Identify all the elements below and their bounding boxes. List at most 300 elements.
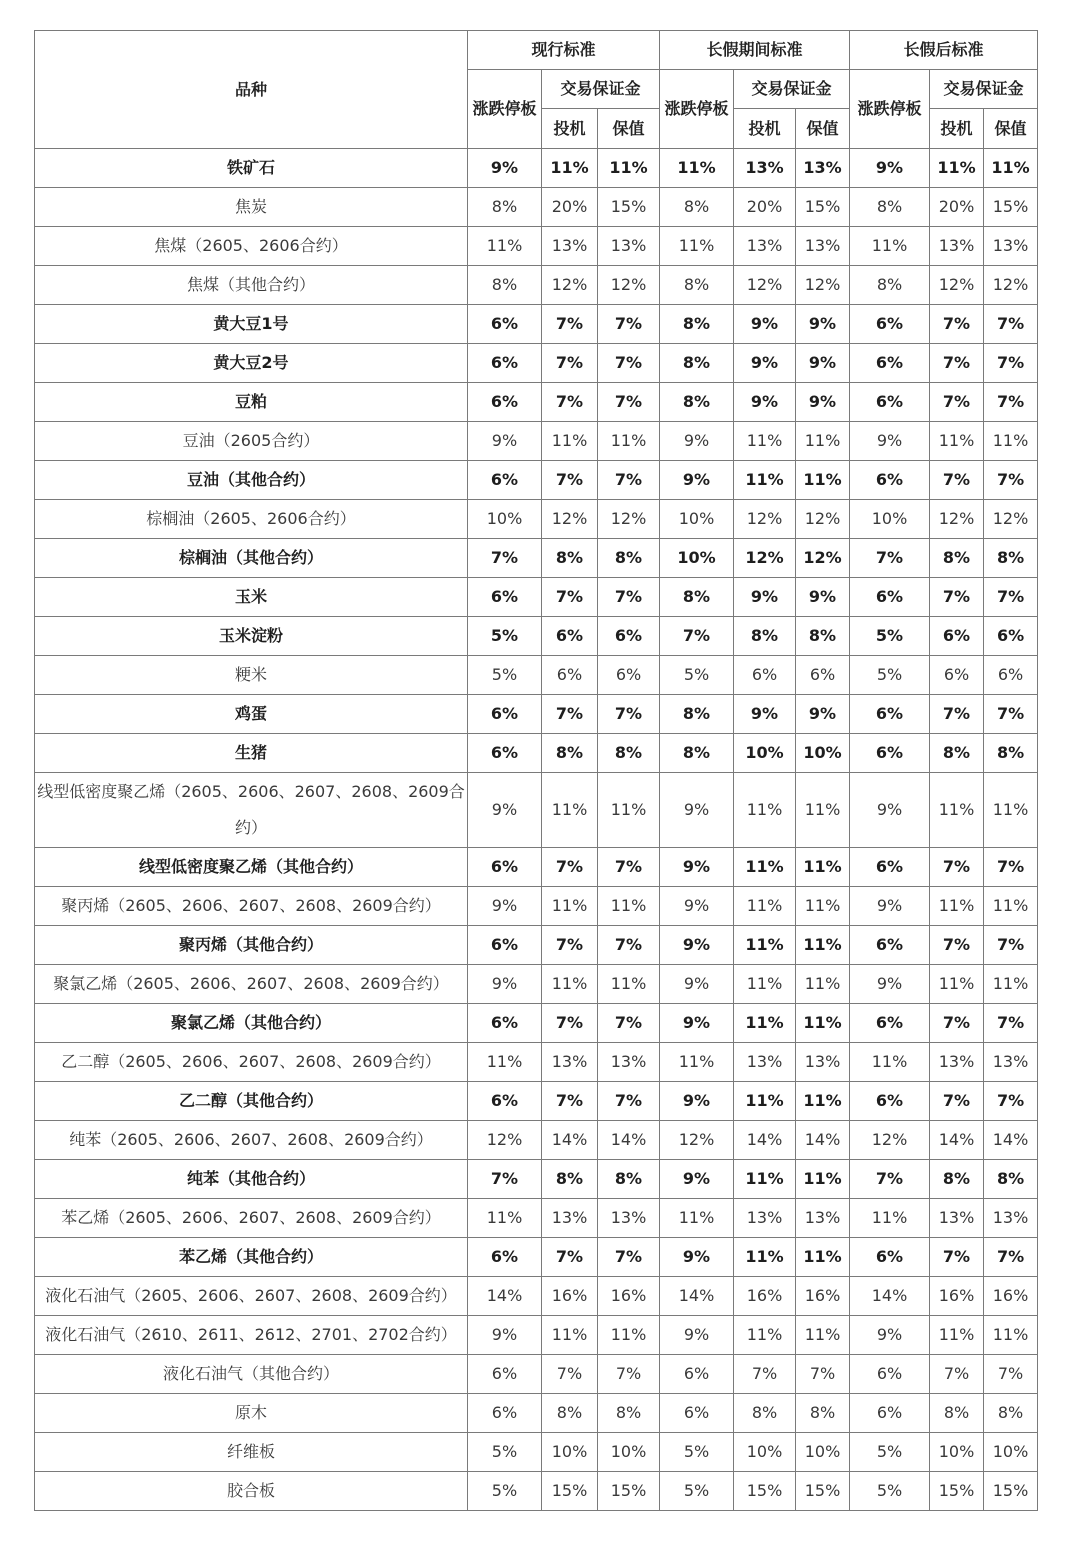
table-row <box>35 188 1038 227</box>
value-cell: 11% <box>796 926 850 965</box>
value-cell: 13% <box>930 227 984 266</box>
value-cell: 11% <box>660 227 734 266</box>
value-cell: 7% <box>930 1082 984 1121</box>
value-cell: 11% <box>542 965 598 1004</box>
value-cell: 12% <box>930 266 984 305</box>
value-cell: 16% <box>734 1277 796 1316</box>
value-cell: 8% <box>598 734 660 773</box>
table-row <box>35 344 1038 383</box>
variety-name: 棕榈油（2605、2606合约） <box>35 500 468 539</box>
value-cell: 11% <box>734 422 796 461</box>
value-cell: 10% <box>984 1433 1038 1472</box>
value-cell: 9% <box>734 578 796 617</box>
value-cell: 16% <box>598 1277 660 1316</box>
value-cell: 6% <box>542 617 598 656</box>
value-cell: 10% <box>468 500 542 539</box>
table-row <box>35 1433 1038 1472</box>
value-cell: 11% <box>796 965 850 1004</box>
value-cell: 20% <box>542 188 598 227</box>
variety-name: 鸡蛋 <box>35 695 468 734</box>
value-cell: 8% <box>542 1394 598 1433</box>
value-cell: 8% <box>598 539 660 578</box>
value-cell: 15% <box>984 1472 1038 1511</box>
value-cell: 11% <box>984 422 1038 461</box>
value-cell: 11% <box>734 773 796 848</box>
value-cell: 7% <box>660 617 734 656</box>
value-cell: 8% <box>598 1394 660 1433</box>
header-holiday-standard: 长假期间标准 <box>660 31 850 70</box>
value-cell: 7% <box>542 848 598 887</box>
table-row <box>35 1355 1038 1394</box>
value-cell: 7% <box>542 1238 598 1277</box>
value-cell: 14% <box>930 1121 984 1160</box>
value-cell: 11% <box>660 149 734 188</box>
variety-name: 铁矿石 <box>35 149 468 188</box>
value-cell: 13% <box>598 227 660 266</box>
table-row <box>35 461 1038 500</box>
value-cell: 6% <box>468 1004 542 1043</box>
value-cell: 14% <box>734 1121 796 1160</box>
value-cell: 8% <box>660 695 734 734</box>
value-cell: 8% <box>468 188 542 227</box>
table-row <box>35 773 1038 848</box>
value-cell: 8% <box>598 1160 660 1199</box>
table-row <box>35 965 1038 1004</box>
value-cell: 10% <box>734 1433 796 1472</box>
variety-name: 纯苯（其他合约） <box>35 1160 468 1199</box>
value-cell: 8% <box>984 539 1038 578</box>
value-cell: 7% <box>598 1004 660 1043</box>
value-cell: 7% <box>598 305 660 344</box>
value-cell: 11% <box>734 1316 796 1355</box>
value-cell: 7% <box>542 1004 598 1043</box>
value-cell: 6% <box>850 1355 930 1394</box>
header-speculation: 投机 <box>542 109 598 149</box>
value-cell: 6% <box>468 695 542 734</box>
value-cell: 9% <box>660 1004 734 1043</box>
table-row <box>35 887 1038 926</box>
value-cell: 6% <box>468 734 542 773</box>
value-cell: 7% <box>542 305 598 344</box>
value-cell: 16% <box>984 1277 1038 1316</box>
value-cell: 9% <box>660 965 734 1004</box>
value-cell: 9% <box>796 305 850 344</box>
value-cell: 11% <box>796 1082 850 1121</box>
value-cell: 7% <box>468 539 542 578</box>
value-cell: 11% <box>734 926 796 965</box>
value-cell: 11% <box>660 1199 734 1238</box>
table-row <box>35 578 1038 617</box>
value-cell: 11% <box>542 149 598 188</box>
value-cell: 8% <box>850 266 930 305</box>
value-cell: 15% <box>930 1472 984 1511</box>
value-cell: 10% <box>734 734 796 773</box>
table-row <box>35 1199 1038 1238</box>
value-cell: 8% <box>984 1160 1038 1199</box>
value-cell: 9% <box>660 1082 734 1121</box>
header-price-limit: 涨跌停板 <box>660 70 734 149</box>
value-cell: 6% <box>850 344 930 383</box>
value-cell: 9% <box>660 848 734 887</box>
value-cell: 6% <box>468 848 542 887</box>
table-row <box>35 1316 1038 1355</box>
variety-name: 液化石油气（2605、2606、2607、2608、2609合约） <box>35 1277 468 1316</box>
value-cell: 9% <box>850 422 930 461</box>
value-cell: 8% <box>660 188 734 227</box>
table-row <box>35 926 1038 965</box>
value-cell: 9% <box>468 965 542 1004</box>
value-cell: 6% <box>930 617 984 656</box>
value-cell: 11% <box>984 773 1038 848</box>
value-cell: 7% <box>542 926 598 965</box>
value-cell: 14% <box>468 1277 542 1316</box>
value-cell: 7% <box>930 578 984 617</box>
value-cell: 11% <box>542 773 598 848</box>
value-cell: 11% <box>468 1199 542 1238</box>
value-cell: 8% <box>796 1394 850 1433</box>
value-cell: 9% <box>734 344 796 383</box>
value-cell: 7% <box>598 461 660 500</box>
value-cell: 11% <box>796 1316 850 1355</box>
value-cell: 9% <box>850 149 930 188</box>
value-cell: 13% <box>542 1199 598 1238</box>
value-cell: 6% <box>660 1355 734 1394</box>
value-cell: 11% <box>850 227 930 266</box>
value-cell: 11% <box>796 848 850 887</box>
value-cell: 8% <box>542 539 598 578</box>
value-cell: 15% <box>734 1472 796 1511</box>
value-cell: 7% <box>930 1355 984 1394</box>
value-cell: 7% <box>930 695 984 734</box>
value-cell: 8% <box>660 734 734 773</box>
value-cell: 6% <box>850 1082 930 1121</box>
margin-limit-table <box>34 30 1038 1511</box>
value-cell: 10% <box>930 1433 984 1472</box>
value-cell: 7% <box>930 305 984 344</box>
table-row <box>35 1004 1038 1043</box>
value-cell: 9% <box>660 422 734 461</box>
value-cell: 7% <box>984 344 1038 383</box>
value-cell: 7% <box>930 461 984 500</box>
value-cell: 13% <box>598 1199 660 1238</box>
value-cell: 13% <box>930 1199 984 1238</box>
value-cell: 15% <box>598 1472 660 1511</box>
value-cell: 8% <box>734 1394 796 1433</box>
header-price-limit: 涨跌停板 <box>850 70 930 149</box>
table-row <box>35 1277 1038 1316</box>
value-cell: 8% <box>468 266 542 305</box>
value-cell: 9% <box>734 383 796 422</box>
value-cell: 8% <box>930 539 984 578</box>
value-cell: 9% <box>660 1238 734 1277</box>
value-cell: 7% <box>984 1355 1038 1394</box>
variety-name: 原木 <box>35 1394 468 1433</box>
value-cell: 12% <box>542 266 598 305</box>
variety-name: 玉米淀粉 <box>35 617 468 656</box>
variety-name: 生猪 <box>35 734 468 773</box>
value-cell: 11% <box>734 1082 796 1121</box>
value-cell: 6% <box>468 926 542 965</box>
variety-name: 胶合板 <box>35 1472 468 1511</box>
value-cell: 5% <box>660 1433 734 1472</box>
variety-name: 豆油（其他合约） <box>35 461 468 500</box>
value-cell: 6% <box>850 695 930 734</box>
value-cell: 11% <box>598 887 660 926</box>
value-cell: 5% <box>660 1472 734 1511</box>
table-row <box>35 227 1038 266</box>
value-cell: 5% <box>468 1472 542 1511</box>
value-cell: 11% <box>734 461 796 500</box>
value-cell: 15% <box>796 188 850 227</box>
value-cell: 12% <box>796 266 850 305</box>
value-cell: 7% <box>930 1004 984 1043</box>
value-cell: 9% <box>734 305 796 344</box>
value-cell: 16% <box>930 1277 984 1316</box>
value-cell: 5% <box>468 656 542 695</box>
value-cell: 8% <box>542 1160 598 1199</box>
value-cell: 6% <box>468 461 542 500</box>
value-cell: 6% <box>734 656 796 695</box>
value-cell: 11% <box>468 1043 542 1082</box>
value-cell: 13% <box>542 227 598 266</box>
variety-name: 黄大豆1号 <box>35 305 468 344</box>
value-cell: 7% <box>850 539 930 578</box>
value-cell: 7% <box>930 848 984 887</box>
table-row <box>35 266 1038 305</box>
value-cell: 7% <box>984 695 1038 734</box>
value-cell: 11% <box>796 1160 850 1199</box>
value-cell: 12% <box>984 500 1038 539</box>
value-cell: 9% <box>850 965 930 1004</box>
table-row <box>35 1160 1038 1199</box>
table-row <box>35 1472 1038 1511</box>
value-cell: 6% <box>468 344 542 383</box>
value-cell: 9% <box>850 887 930 926</box>
value-cell: 8% <box>660 266 734 305</box>
value-cell: 6% <box>850 1004 930 1043</box>
value-cell: 7% <box>984 1238 1038 1277</box>
table-row <box>35 695 1038 734</box>
value-cell: 9% <box>468 422 542 461</box>
value-cell: 11% <box>930 773 984 848</box>
variety-name: 苯乙烯（其他合约） <box>35 1238 468 1277</box>
value-cell: 13% <box>734 227 796 266</box>
value-cell: 7% <box>984 305 1038 344</box>
value-cell: 11% <box>796 461 850 500</box>
value-cell: 8% <box>660 344 734 383</box>
value-cell: 11% <box>734 965 796 1004</box>
value-cell: 9% <box>796 695 850 734</box>
value-cell: 6% <box>850 734 930 773</box>
value-cell: 7% <box>598 1355 660 1394</box>
value-cell: 20% <box>734 188 796 227</box>
value-cell: 9% <box>468 1316 542 1355</box>
value-cell: 6% <box>468 1394 542 1433</box>
value-cell: 10% <box>796 734 850 773</box>
value-cell: 7% <box>598 926 660 965</box>
value-cell: 7% <box>598 578 660 617</box>
value-cell: 16% <box>796 1277 850 1316</box>
variety-name: 线型低密度聚乙烯（其他合约） <box>35 848 468 887</box>
value-cell: 6% <box>468 1355 542 1394</box>
value-cell: 14% <box>984 1121 1038 1160</box>
value-cell: 7% <box>542 578 598 617</box>
variety-name: 聚丙烯（2605、2606、2607、2608、2609合约） <box>35 887 468 926</box>
value-cell: 6% <box>598 617 660 656</box>
value-cell: 12% <box>796 500 850 539</box>
value-cell: 7% <box>542 695 598 734</box>
table-row <box>35 305 1038 344</box>
value-cell: 11% <box>598 773 660 848</box>
variety-name: 纤维板 <box>35 1433 468 1472</box>
value-cell: 6% <box>796 656 850 695</box>
variety-name: 焦煤（其他合约） <box>35 266 468 305</box>
value-cell: 6% <box>468 305 542 344</box>
value-cell: 12% <box>930 500 984 539</box>
value-cell: 12% <box>734 500 796 539</box>
table-row <box>35 1238 1038 1277</box>
value-cell: 13% <box>796 1043 850 1082</box>
value-cell: 8% <box>660 305 734 344</box>
value-cell: 11% <box>930 887 984 926</box>
value-cell: 11% <box>850 1199 930 1238</box>
value-cell: 13% <box>930 1043 984 1082</box>
value-cell: 12% <box>796 539 850 578</box>
value-cell: 13% <box>984 1043 1038 1082</box>
value-cell: 9% <box>850 1316 930 1355</box>
header-speculation: 投机 <box>734 109 796 149</box>
value-cell: 11% <box>734 848 796 887</box>
value-cell: 7% <box>984 461 1038 500</box>
variety-name: 聚氯乙烯（2605、2606、2607、2608、2609合约） <box>35 965 468 1004</box>
value-cell: 8% <box>984 1394 1038 1433</box>
value-cell: 7% <box>598 1238 660 1277</box>
header-trading-margin: 交易保证金 <box>542 70 660 109</box>
header-hedging: 保值 <box>796 109 850 149</box>
value-cell: 14% <box>850 1277 930 1316</box>
value-cell: 12% <box>850 1121 930 1160</box>
value-cell: 12% <box>734 266 796 305</box>
value-cell: 6% <box>850 383 930 422</box>
value-cell: 13% <box>734 149 796 188</box>
value-cell: 15% <box>984 188 1038 227</box>
value-cell: 13% <box>984 227 1038 266</box>
variety-name: 液化石油气（其他合约） <box>35 1355 468 1394</box>
table-row <box>35 149 1038 188</box>
value-cell: 6% <box>850 578 930 617</box>
value-cell: 11% <box>598 149 660 188</box>
value-cell: 6% <box>468 1238 542 1277</box>
value-cell: 11% <box>796 422 850 461</box>
table-row <box>35 1121 1038 1160</box>
value-cell: 15% <box>796 1472 850 1511</box>
value-cell: 8% <box>930 1394 984 1433</box>
value-cell: 6% <box>598 656 660 695</box>
table-row <box>35 848 1038 887</box>
variety-name: 乙二醇（其他合约） <box>35 1082 468 1121</box>
variety-name: 黄大豆2号 <box>35 344 468 383</box>
value-cell: 11% <box>660 1043 734 1082</box>
value-cell: 9% <box>734 695 796 734</box>
value-cell: 7% <box>984 1082 1038 1121</box>
value-cell: 6% <box>468 383 542 422</box>
value-cell: 6% <box>468 578 542 617</box>
value-cell: 7% <box>984 1004 1038 1043</box>
value-cell: 11% <box>734 887 796 926</box>
value-cell: 7% <box>930 926 984 965</box>
value-cell: 7% <box>598 1082 660 1121</box>
value-cell: 11% <box>984 1316 1038 1355</box>
value-cell: 6% <box>542 656 598 695</box>
header-price-limit: 涨跌停板 <box>468 70 542 149</box>
value-cell: 5% <box>850 617 930 656</box>
value-cell: 11% <box>598 1316 660 1355</box>
value-cell: 11% <box>734 1160 796 1199</box>
variety-name: 线型低密度聚乙烯（2605、2606、2607、2608、2609合约） <box>35 773 468 848</box>
value-cell: 8% <box>930 1160 984 1199</box>
header-post-holiday-standard: 长假后标准 <box>850 31 1038 70</box>
value-cell: 7% <box>598 383 660 422</box>
value-cell: 5% <box>660 656 734 695</box>
value-cell: 11% <box>930 965 984 1004</box>
value-cell: 12% <box>734 539 796 578</box>
value-cell: 6% <box>850 461 930 500</box>
value-cell: 10% <box>660 539 734 578</box>
value-cell: 16% <box>542 1277 598 1316</box>
value-cell: 13% <box>796 149 850 188</box>
variety-name: 玉米 <box>35 578 468 617</box>
value-cell: 11% <box>598 965 660 1004</box>
table-row <box>35 617 1038 656</box>
value-cell: 9% <box>660 461 734 500</box>
value-cell: 7% <box>598 344 660 383</box>
value-cell: 11% <box>542 422 598 461</box>
variety-name: 焦煤（2605、2606合约） <box>35 227 468 266</box>
value-cell: 11% <box>796 773 850 848</box>
value-cell: 10% <box>850 500 930 539</box>
value-cell: 12% <box>660 1121 734 1160</box>
table-row <box>35 1043 1038 1082</box>
variety-name: 焦炭 <box>35 188 468 227</box>
value-cell: 10% <box>542 1433 598 1472</box>
value-cell: 8% <box>796 617 850 656</box>
value-cell: 13% <box>734 1043 796 1082</box>
table-body <box>35 149 1038 1511</box>
value-cell: 15% <box>542 1472 598 1511</box>
value-cell: 5% <box>468 617 542 656</box>
value-cell: 9% <box>796 344 850 383</box>
value-cell: 6% <box>984 617 1038 656</box>
value-cell: 12% <box>984 266 1038 305</box>
value-cell: 12% <box>598 500 660 539</box>
value-cell: 7% <box>984 578 1038 617</box>
value-cell: 11% <box>734 1238 796 1277</box>
header-current-standard: 现行标准 <box>468 31 660 70</box>
value-cell: 10% <box>660 500 734 539</box>
value-cell: 6% <box>850 1394 930 1433</box>
value-cell: 13% <box>734 1199 796 1238</box>
header-variety: 品种 <box>35 31 468 149</box>
value-cell: 7% <box>796 1355 850 1394</box>
value-cell: 6% <box>850 848 930 887</box>
header-trading-margin: 交易保证金 <box>734 70 850 109</box>
table-row <box>35 1394 1038 1433</box>
value-cell: 9% <box>660 887 734 926</box>
value-cell: 11% <box>468 227 542 266</box>
table-row <box>35 500 1038 539</box>
value-cell: 5% <box>468 1433 542 1472</box>
value-cell: 8% <box>660 383 734 422</box>
